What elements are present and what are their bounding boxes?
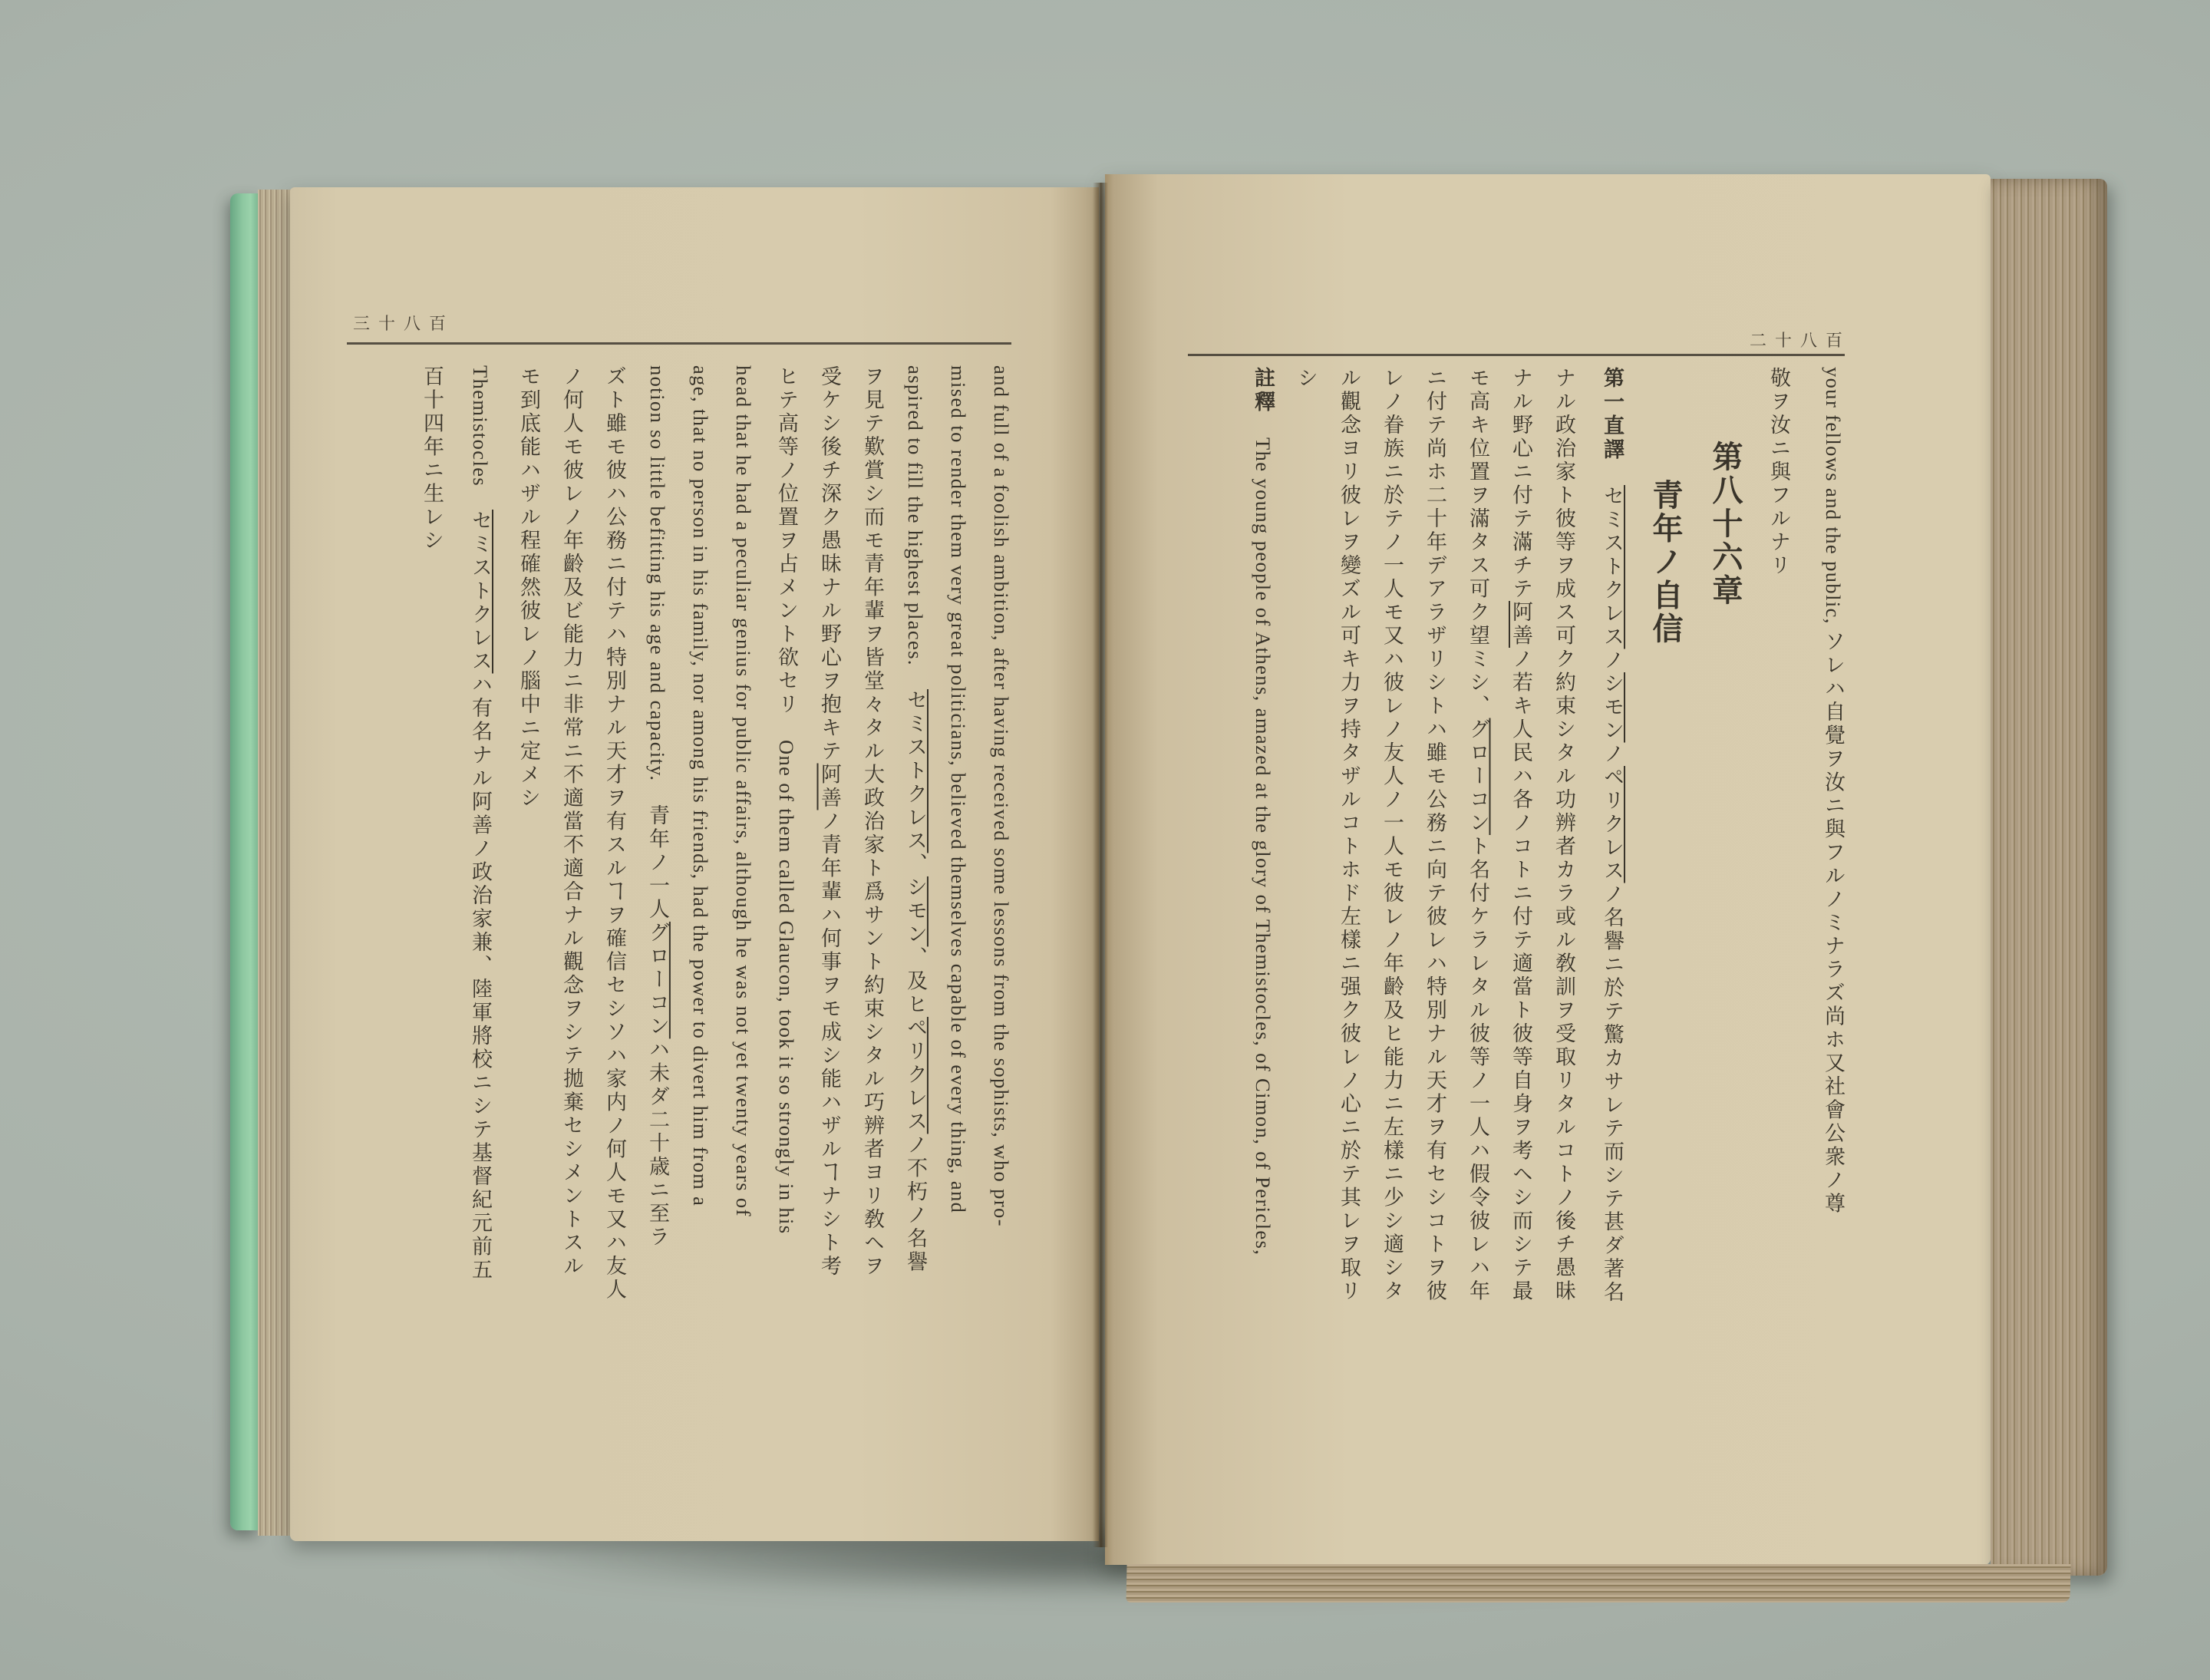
left-page-number: 三十八百 xyxy=(353,314,455,333)
latin-text-segment: One of them called Glaucon, took it so strongly in his xyxy=(775,739,798,1235)
kana-text-segment: ノ若キ人民ハ各ノコトニ付テ適當ト彼等自身ヲ考ヘシ而シテ最 xyxy=(1509,648,1532,1303)
text-column xyxy=(518,365,539,1524)
person-name-marked: ペリクレス xyxy=(904,1016,927,1134)
kana-text-segment: シ xyxy=(1295,367,1318,391)
latin-text-segment: mised to render them very great politicians, believed themselves capable of every thing, and xyxy=(947,365,970,1214)
chapter-heading xyxy=(1708,367,1743,1487)
text-column xyxy=(690,365,711,1524)
text-column xyxy=(1601,367,1622,1487)
page-edge-stack-right xyxy=(1991,179,2107,1576)
kana-text-segment: ズト雖モ彼ハ公務ニ付テハ特別ナル天才ヲ有スルヿヲ確信セシソハ家内ノ何人モ又ハ友人 xyxy=(603,365,626,1302)
person-name-marked: セミストクレス xyxy=(1601,485,1624,649)
kana-text-segment: モ到底能ハザル程確然彼レノ腦中ニ定メシ xyxy=(517,365,540,810)
text-column xyxy=(776,365,797,1524)
kana-text-segment: ト名付ケラレタル彼等ノ一人ハ假令彼レハ年 xyxy=(1466,835,1489,1303)
kana-text-segment: モ高キ位置ヲ滿タス可ク望ミシ、 xyxy=(1466,367,1489,718)
book-gutter-crease xyxy=(1093,183,1108,1547)
text-column xyxy=(647,365,668,1524)
kana-text-segment: ナル政治家ト彼等ヲ成ス可ク約束シタル功辨者カラ或ル敎訓ヲ受取リタルコトノ後チ愚昧 xyxy=(1552,367,1575,1303)
kana-text-segment: 、及ヒ xyxy=(904,946,927,1017)
latin-text-segment: head that he had a peculiar genius for public affairs, although he was not yet twenty years of xyxy=(732,365,755,1217)
right-page-number: 二十八百 xyxy=(1750,331,1852,350)
person-name-marked: セミストクレス xyxy=(469,510,492,674)
right-header-rule xyxy=(1188,354,1845,356)
latin-text-segment: and full of a foolish ambition, after having received some lessons from the sophists, who pro- xyxy=(990,365,1013,1227)
kana-text-segment: 敬ヲ汝ニ與フルナリ xyxy=(1767,367,1790,578)
chapter-heading-text: 第八十六章 xyxy=(1708,441,1743,608)
text-column xyxy=(948,365,968,1524)
kana-text-segment: ル觀念ヨリ彼レヲ變ズル可キ力ヲ持タザルコトホド左樣ニ强ク彼レノ心ニ於テ其レヲ取リ xyxy=(1338,367,1361,1303)
kana-text-segment: 受ケシ後チ深ク愚昧ナル野心ヲ抱キテ xyxy=(818,365,841,764)
kana-text-segment: ノ xyxy=(1601,742,1624,766)
left-header-rule xyxy=(347,342,1011,345)
person-name-marked: シモン xyxy=(904,876,927,947)
annotation-column xyxy=(1252,367,1273,1487)
text-column xyxy=(1553,367,1574,1487)
person-name-marked: グローコン xyxy=(1466,718,1489,835)
left-page-text xyxy=(399,365,1011,1524)
text-column xyxy=(862,365,882,1524)
text-column xyxy=(1467,367,1488,1487)
person-name-marked: シモン xyxy=(1601,672,1624,743)
kana-text-segment: ノ青年輩ハ何事ヲモ成シ能ハザルヿナシト考 xyxy=(818,810,841,1279)
kana-text-segment: ヲ見テ歎賞シ而モ青年輩ヲ皆堂々タル大政治家ト爲サント約束シタル巧辨者ヨリ敎ヘヲ xyxy=(861,365,884,1279)
translation-label: 第一直譯 xyxy=(1601,367,1624,462)
text-column xyxy=(1424,367,1445,1487)
text-column xyxy=(1295,367,1316,1487)
kana-text-segment: レノ眷族ニ於テノ一人モ又ハ彼レノ友人ノ一人モ彼レノ年齡及ヒ能力ニ左樣ニ少シ適シタ xyxy=(1380,367,1404,1303)
kana-text-segment: ヒテ高等ノ位置ヲ占メント欲セリ xyxy=(775,365,798,717)
text-column xyxy=(421,365,442,1524)
latin-text-segment: age, that no person in his family, nor among his friends, had the power to divert him from a xyxy=(689,365,712,1207)
person-name-marked: ペリクレス xyxy=(1601,766,1624,883)
latin-text-segment: The young people of Athens, amazed at the glory of Themistocles, of Cimon, of Pericles, xyxy=(1252,437,1275,1256)
page-edge-stack-left xyxy=(258,190,292,1536)
text-column xyxy=(561,365,582,1524)
kana-text-segment: ハ有名ナル阿善ノ政治家兼、陸軍將校ニシテ基督紀元前五 xyxy=(469,673,492,1282)
text-column xyxy=(1768,367,1789,1487)
text-column xyxy=(1822,367,1843,1487)
kana-text-segment: ナル野心ニ付テ滿チテ xyxy=(1509,367,1532,601)
text-column xyxy=(991,365,1011,1524)
latin-text-segment: Themistocles xyxy=(469,365,492,487)
green-cover-edge xyxy=(230,193,259,1530)
kana-text-segment: ノ不朽ノ名譽 xyxy=(904,1134,927,1275)
kana-text-segment: ノ名譽ニ於テ驚カサレテ而シテ甚ダ著名 xyxy=(1601,883,1624,1305)
latin-text-segment: your fellows and the public, xyxy=(1822,367,1845,631)
kana-text-segment: 百十四年ニ生レシ xyxy=(421,365,444,553)
text-column xyxy=(1510,367,1531,1487)
kana-text-segment: ソレハ自覺ヲ汝ニ與フルノミナラズ尚ホ又社會公衆ノ尊 xyxy=(1822,630,1845,1216)
right-page-text xyxy=(1227,367,1843,1487)
kana-text-segment: ハ未ダ二十歳ニ至ラ xyxy=(646,1038,669,1249)
text-column xyxy=(905,365,925,1524)
section-heading-text: 青年ノ自信 xyxy=(1648,479,1683,646)
place-name-marked: 阿善 xyxy=(1509,601,1532,648)
person-name-marked: セミストクレス xyxy=(904,688,927,853)
section-heading xyxy=(1650,367,1681,1487)
text-column xyxy=(1338,367,1359,1487)
page-edge-stack-bottom xyxy=(1126,1564,2070,1602)
footnote-column xyxy=(470,365,490,1524)
kana-text-segment: ノ何人モ彼レノ年齡及ビ能力ニ非常ニ不適當不適合ナル觀念ヲシテ拋棄セシメントスル xyxy=(560,365,583,1279)
kana-text-segment: ノ xyxy=(1601,649,1624,672)
kana-text-segment: 、 xyxy=(904,853,927,876)
kana-text-segment: 青年ノ一人 xyxy=(646,804,669,922)
annotation-label: 註釋 xyxy=(1252,367,1275,414)
latin-text-segment: notion so little befitting his age and capacity. xyxy=(646,365,669,782)
latin-text-segment: aspired to fill the highest places. xyxy=(904,365,927,666)
text-column xyxy=(604,365,625,1524)
text-column xyxy=(819,365,839,1524)
kana-text-segment: ニ付テ尚ホ二十年デアラザリシトハ雖モ公務ニ向テ彼レハ特別ナル天才ヲ有セシコトヲ彼 xyxy=(1423,367,1446,1303)
person-name-marked: グローコン xyxy=(646,921,669,1039)
text-column xyxy=(1381,367,1402,1487)
text-column xyxy=(733,365,754,1524)
place-name-marked: 阿善 xyxy=(818,763,841,810)
